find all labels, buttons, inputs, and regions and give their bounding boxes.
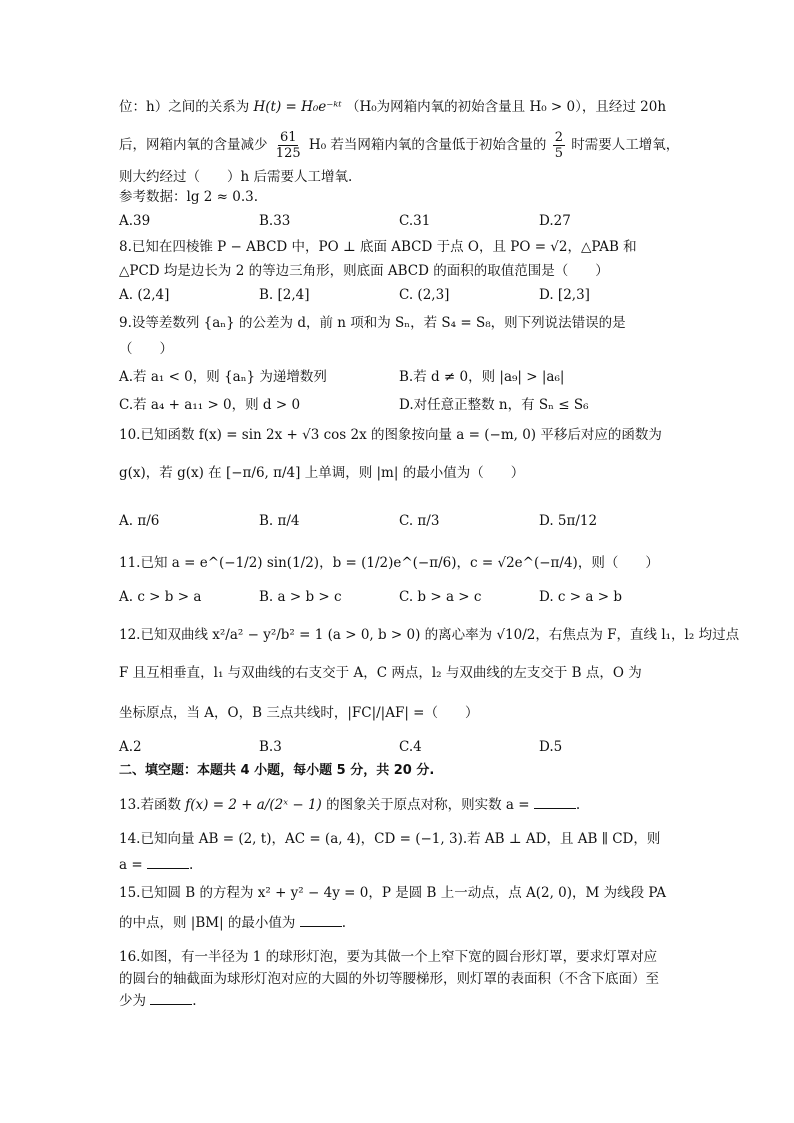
frac-num: 61	[279, 130, 297, 145]
q7-line-3: 则大约经过（ ）h 后需要人工增氧.	[119, 169, 353, 185]
q7-text: 位：h）之间的关系为	[119, 99, 250, 115]
exam-page	[119, 96, 740, 1012]
option-c[interactable]: C.31	[399, 213, 431, 229]
q14-end: .	[188, 857, 194, 873]
q7-formula: H(t) = H₀e⁻ᵏᵗ	[253, 99, 342, 115]
q10-line-2	[119, 456, 685, 490]
q9-options-row2	[119, 394, 685, 416]
section-heading: 二、填空题：本题共 4 小题，每小题 5 分，共 20 分.	[119, 763, 435, 778]
fraction-2-5	[553, 130, 565, 161]
option-b[interactable]: B.33	[259, 213, 291, 229]
q14-line-2	[119, 854, 685, 876]
q16-end: .	[192, 993, 197, 1009]
q13-end: .	[575, 797, 581, 813]
q13-text: 13.若函数	[119, 797, 181, 813]
q10-options	[119, 506, 685, 536]
q8-line-2: △PCD 均是边长为 2 的等边三角形，则底面 ABCD 的面积的取值范围是（ ）	[119, 263, 609, 279]
q7-text: （H₀为网箱内氧的初始含量且 H₀ > 0），且经过 20h	[345, 99, 667, 115]
q13-text: 的图象关于原点对称，则实数 a =	[326, 797, 530, 813]
option-d[interactable]: D.对任意正整数 n，有 Sₙ ≤ S₆	[399, 397, 589, 413]
q10-interval: [−π/6, π/4]	[225, 465, 301, 481]
q7-line-2	[119, 128, 685, 162]
q12-line-1: 12.已知双曲线 x²/a² − y²/b² = 1 (a > 0, b > 0) 的离心率为 √10/2，右焦点为 F，直线 l₁，l₂ 均过点	[119, 627, 740, 643]
option-a[interactable]: A.2	[119, 739, 142, 755]
q7-text: 时需要人工增氧，	[571, 137, 680, 153]
q7-reference: 参考数据：lg 2 ≈ 0.3.	[119, 189, 258, 205]
q7-text: 后，网箱内氧的含量减少	[119, 137, 268, 153]
option-c[interactable]: C. b > a > c	[399, 589, 482, 605]
q16-line-1: 16.如图，有一半径为 1 的球形灯泡，要为其做一个上窄下宽的圆台形灯罩，要求灯罩对应	[119, 949, 658, 965]
option-a[interactable]: A. π/6	[119, 513, 160, 529]
q11-line-1: 11.已知 a = e^(−1/2) sin(1/2)，b = (1/2)e^(−π/6)，c = √2e^(−π/4)，则（ ）	[119, 555, 659, 571]
q10-line-1: 10.已知函数 f(x) = sin 2x + √3 cos 2x 的图象按向量 a = (−m, 0) 平移后对应的函数为	[119, 427, 662, 443]
answer-blank[interactable]	[147, 854, 189, 869]
frac-num: 2	[554, 130, 563, 145]
q7-line-1	[119, 96, 685, 118]
q7-text: H₀ 若当网箱内氧的含量低于初始含量的	[308, 137, 547, 153]
option-d[interactable]: D.27	[539, 213, 571, 229]
frac-den: 125	[275, 146, 301, 161]
q15-end: .	[341, 915, 347, 931]
option-d[interactable]: D.5	[539, 739, 563, 755]
q15-text: 的中点，则 |BM| 的最小值为	[119, 915, 296, 931]
option-a[interactable]: A.若 a₁ < 0，则 {aₙ} 为递增数列	[119, 369, 327, 385]
fraction-61-125	[274, 130, 303, 161]
option-b[interactable]: B.3	[259, 739, 282, 755]
option-c[interactable]: C. π/3	[399, 513, 440, 529]
option-b[interactable]: B. a > b > c	[259, 589, 342, 605]
q12-line-2: F 且互相垂直，l₁ 与双曲线的右支交于 A，C 两点，l₂ 与双曲线的左支交于 B 点，O 为	[119, 665, 642, 681]
q8-options	[119, 284, 685, 306]
option-b[interactable]: B. [2,4]	[259, 287, 310, 303]
answer-blank[interactable]	[150, 990, 192, 1005]
option-c[interactable]: C.若 a₄ + a₁₁ > 0，则 d > 0	[119, 397, 301, 413]
option-a[interactable]: A. c > b > a	[119, 589, 202, 605]
q16-line-3	[119, 990, 685, 1012]
option-d[interactable]: D. 5π/12	[539, 513, 598, 529]
q9-line-1: 9.设等差数列 {aₙ} 的公差为 d，前 n 项和为 Sₙ，若 S₄ = S₈，则下列说法错误的是	[119, 315, 626, 331]
q13-line	[119, 794, 685, 816]
q12-options	[119, 736, 685, 758]
option-d[interactable]: D. [2,3]	[539, 287, 590, 303]
q11-options	[119, 586, 685, 608]
q10-text: 上单调，则 |m| 的最小值为（ ）	[304, 465, 525, 481]
option-a[interactable]: A.39	[119, 213, 151, 229]
option-c[interactable]: C.4	[399, 739, 422, 755]
q14-line-1: 14.已知向量 AB = (2, t)，AC = (a, 4)，CD = (−1, 3).若 AB ⊥ AD，且 AB ∥ CD，则	[119, 831, 661, 847]
q14-text: a =	[119, 857, 143, 873]
frac-den: 5	[554, 146, 563, 161]
q8-line-1: 8.已知在四棱锥 P − ABCD 中，PO ⊥ 底面 ABCD 于点 O，且 PO = √2，△PAB 和	[119, 239, 637, 255]
q16-line-2: 的圆台的轴截面为球形灯泡对应的大圆的外切等腰梯形，则灯罩的表面积（不含下底面）至	[119, 971, 659, 987]
q15-line-1: 15.已知圆 B 的方程为 x² + y² − 4y = 0，P 是圆 B 上一动点，点 A(2, 0)，M 为线段 PA	[119, 885, 667, 901]
q10-text: g(x)，若 g(x) 在	[119, 465, 222, 481]
answer-blank[interactable]	[300, 912, 342, 927]
option-a[interactable]: A. (2,4]	[119, 287, 170, 303]
option-b[interactable]: B.若 d ≠ 0，则 |a₉| > |a₆|	[399, 369, 565, 385]
q13-formula: f(x) = 2 + a/(2ˣ − 1)	[185, 797, 322, 813]
option-b[interactable]: B. π/4	[259, 513, 300, 529]
option-c[interactable]: C. (2,3]	[399, 287, 450, 303]
q7-options	[119, 210, 685, 232]
q12-line-3: 坐标原点，当 A，O，B 三点共线时，|FC|/|AF| =（ ）	[119, 705, 479, 721]
q15-line-2	[119, 912, 685, 934]
q9-options-row1	[119, 366, 685, 388]
q16-text: 少为	[119, 993, 146, 1009]
q9-line-2: （ ）	[119, 341, 173, 357]
answer-blank[interactable]	[534, 794, 576, 809]
option-d[interactable]: D. c > a > b	[539, 589, 622, 605]
